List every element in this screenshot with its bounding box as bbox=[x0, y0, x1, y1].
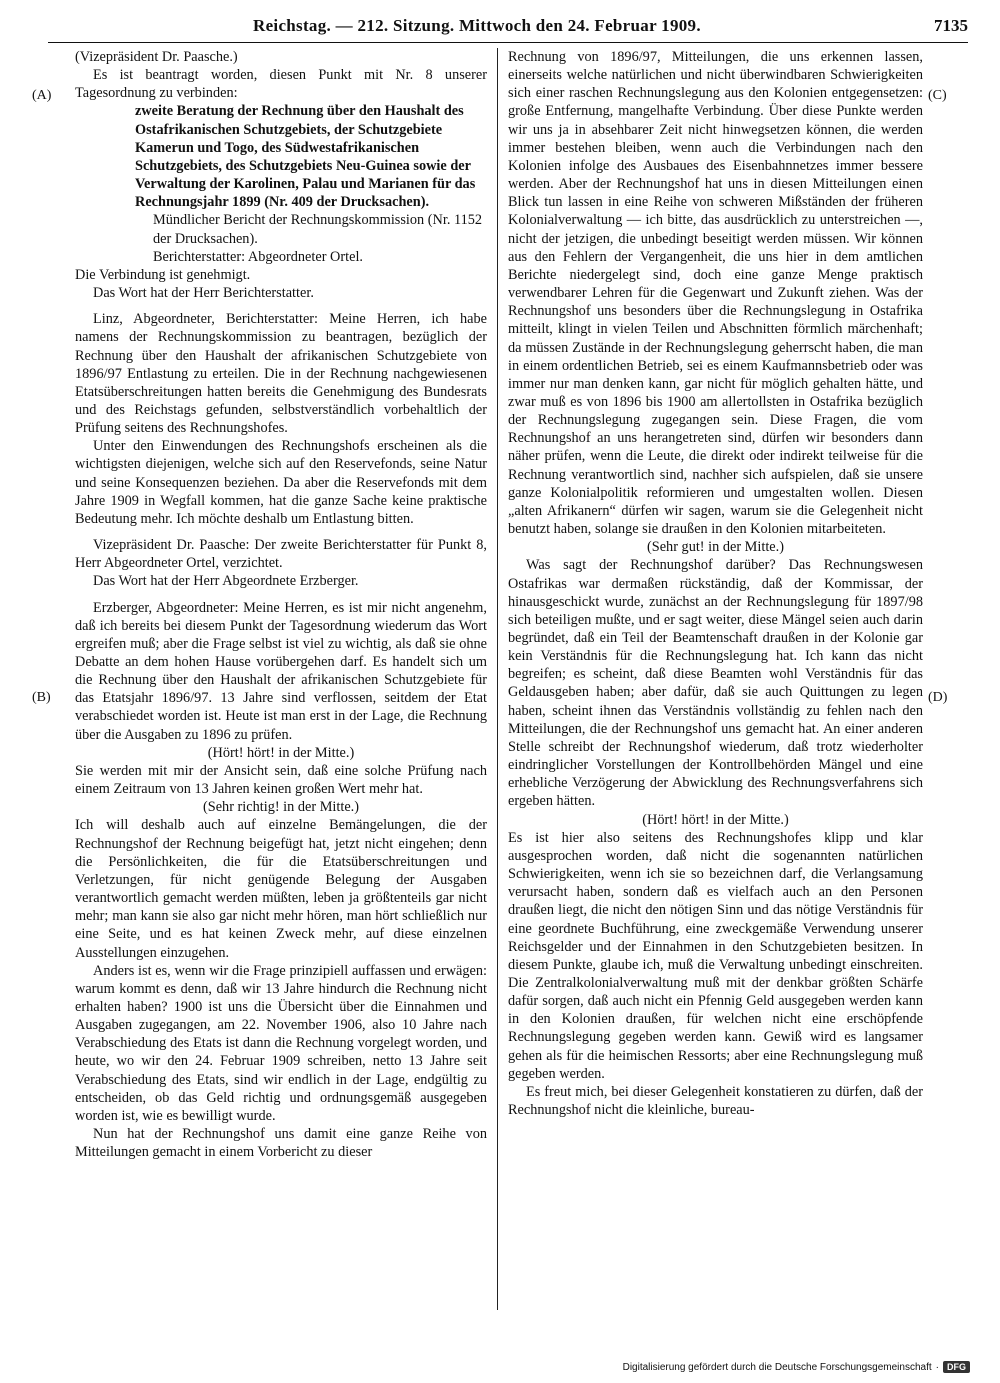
left-text-column bbox=[75, 48, 487, 1161]
left-paragraph: Sie werden mit mir der Ansicht sein, daß eine solche Prüfung nach einem Zeitraum von 13 Jahren keinen großen Wert mehr hat. bbox=[75, 762, 487, 798]
margin-marker-b: (B) bbox=[32, 690, 51, 705]
left-paragraph: Berichterstatter: Abgeordneter Ortel. bbox=[153, 248, 363, 265]
right-paragraph: Rechnung von 1896/97, Mitteilungen, die uns erkennen lassen, einerseits welche natürlichen und nicht überwindbaren Schwierigkeiten sich einer raschen Rechnungslegung aus den Kolonien entgegensetzen: große Entfernung, mangelhafte Verbindung. Über diese Punkte werden wir uns ja in absehbarer Zeit nicht hinwegsetzen können, die werden immer bestehen bleiben, wenn auch die Verbindungen nach den Kolonien infolge des Ausbaues des Eisenbahnnetzes immer bessere werden. Aber der Rechnungshof hat uns in diesen Mitteilungen einen Blick tun lassen in eine Reihe von schweren Mißständen der früheren Kolonialverwaltung — ich bitte, das ausdrücklich zu unterstreichen —, nicht der jetzigen, die unbedingt beseitigt werden müssen. Wir können aus den Fehlern der Vergangenheit, die uns hier in dem amtlichen Berichte niedergelegt sind, doch eine ganze Menge praktisch verwendbarer Lehren für die Gegenwart und Zukunft ziehen. Was der Rechnungshof uns besonders über die Rechnungslegung in Ostafrika mitteilt, klingt in vielen Teilen und Abschnitten förmlich märchenhaft; da müssen Zustände in der Rechnungslegung geherrscht haben, die man in einem ordentlichen Betrieb, sei es einem Kaufmannsbetrieb oder was immer nur man denken kann, gar nicht für möglich gehalten hätte, und zwar muß es von 1896 bis 1900 am allertollsten in Ostafrika bezüglich der Rechnungslegung zugegangen sein. Diese Fragen, die vom Rechnungshof an uns herangetreten sind, dürfen wir besonders dann näher prüfen, wenn die Leute, die direkt oder indirekt teilweise für die Rechnung verantwortlich sind, nachher sich aufspielen, daß sie unsere ganze Kolonialpolitik reformieren und umgestalten wollen. Diesen „alten Afrikanern“ dürfen wir sagen, warum sie die Gelegenheit nicht benutzt haben, solange sie draußen in den Kolonien mitarbeiteten. bbox=[508, 49, 923, 538]
left-paragraph: (Vizepräsident Dr. Paasche.) bbox=[75, 49, 238, 65]
left-paragraph: Erzberger, Abgeordneter: Meine Herren, es ist mir nicht angenehm, daß ich bereits bei diesem Punkt der Tagesordnung wiederum das Wort ergreifen muß; aber die Frage selbst ist viel zu wichtig, als daß sie ohne Debatte an dem hohen Hause vorübergehen darf. Es handelt sich um die Rechnung über den Haushalt der afrikanischen Schutzgebiete für das Etatsjahr 1896/97. 13 Jahre sind verflossen, seitdem der Etat verabschiedet worden ist. Heute ist man erst in der Lage, die Rechnung über die Ausgaben zu 1896 zu prüfen. bbox=[75, 599, 487, 743]
left-paragraph: Die Verbindung ist genehmigt. bbox=[75, 266, 251, 283]
left-paragraph: Anders ist es, wenn wir die Frage prinzipiell auffassen und erwägen: warum kommt es denn, daß wir 13 Jahre hindurch die Rechnung nicht erhalten haben? 1900 ist uns die Übersicht über die Einnahmen und Ausgaben zugegangen, am 22. November 1906, also 10 Jahre nach Verabschiedung des Etats ist dann die Rechnung vorgelegt worden, und heute, wo wir den 24. Februar 1909 schreiben, netto 13 Jahre seit Verabschiedung des Etats, sind wir endlich in der Lage, endgültig zu entscheiden, ob das Geld richtig und ordnungsgemäß ausgegeben worden ist, wie es bewilligt wurde. bbox=[75, 962, 487, 1124]
left-paragraph: (Sehr richtig! in der Mitte.) bbox=[202, 799, 360, 816]
left-paragraph: Das Wort hat der Herr Berichterstatter. bbox=[93, 285, 314, 302]
right-paragraph: Es ist hier also seitens des Rechnungshofes klipp und klar ausgesprochen worden, daß nicht die sogenannten natürlichen Schwierigkeiten, wenn ich sie so bezeichnen darf, die Verlangsamung verursacht haben, sondern daß es vielfach auch an den Personen draußen liegt, die nicht den nötigen Sinn und das nötige Verständnis für eine geordnete Buchführung, eine zweckgemäße Verwendung unserer Reichsgelder und der Einnahmen in den Schutzgebieten besitzen. In diesem Punkte, glaube ich, muß die Verwaltung unbedingt einschreiten. Die Zentralkolonialverwaltung muß mit der denkbar größten Schärfe dafür sorgen, daß auch nicht ein Pfennig Geld ausgegeben werden kann in den Kolonien draußen, für welchen nicht eine erschöpfende Rechnungslegung gegeben werden kann. Gewiß wird es langsamer gehen als für die heimischen Ressorts; aber eine Rechnungslegung muß gegeben werden. bbox=[508, 829, 923, 1082]
left-paragraph: Nun hat der Rechnungshof uns damit eine ganze Reihe von Mitteilungen gemacht in einem Vorbericht zu dieser bbox=[75, 1126, 487, 1161]
left-paragraph: Linz, Abgeordneter, Berichterstatter: Meine Herren, ich habe namens der Rechnungskommission zu beantragen, bezüglich der Rechnung über den Haushalt der afrikanischen Schutzgebiete von 1896/97 Entlastung zu erteilen. Die in der Rechnung nachgewiesenen Etatsüberschreitungen hatten bereits die Genehmigung des Bundesrats und des Reichstags gefunden, selbstverständlich vorbehaltlich der Prüfung seitens des Rechnungshofes. bbox=[75, 311, 487, 437]
left-paragraph: Unter den Einwendungen des Rechnungshofs erscheinen als die wichtigsten diejenigen, welche sich auf den Reservefonds, seine Natur und seine Konsequenzen beziehen. Da aber die Reservefonds mit dem Jahre 1909 in Wegfall kommen, hat die ganze Sache keine praktische Bedeutung mehr. Ich möchte deshalb um Entlastung bitten. bbox=[75, 438, 487, 527]
left-paragraph: zweite Beratung der Rechnung über den Haushalt des Ostafrikanischen Schutzgebiets, der Schutzgebiete Kamerun und Togo, des Südwestafrikanischen Schutzgebiets, des Schutzgebiets Neu-Guinea sowie der Verwaltung der Karolinen, Palau und Marianen für das Rechnungsjahr 1899 (Nr. 409 der Drucksachen). bbox=[135, 103, 476, 211]
right-text-column bbox=[508, 48, 923, 1119]
margin-marker-a: (A) bbox=[32, 88, 52, 103]
left-paragraph: Vizepräsident Dr. Paasche: Der zweite Berichterstatter für Punkt 8, Herr Abgeordneter Ortel, verzichtet. bbox=[75, 537, 487, 572]
right-paragraph: Was sagt der Rechnungshof darüber? Das Rechnungswesen Ostafrikas war dermaßen rückständig, daß der Kommissar, der hinausgeschickt wurde, zunächst an der Rechnungslegung für 1897/98 sich beteiligen mußte, und er sagt weiter, diese Mängel seien auch darin begründet, daß ein Teil der Beamtenschaft draußen in der Kolonie gar kein Verständnis für die Rechnungslegung hat. Ich kann das nicht begreifen; es scheint, daß diese Beamten wohl Verständnis für das Geldausgeben haben; aber dafür, daß sie auch Quittungen zu legen haben, scheint ihnen das Verständnis vollständig zu fehlen nach den Mitteilungen, die der Rechnungshof uns gemacht hat. An einer anderen Stelle schreibt der Rechnungshof wiederum, daß trotz wiederholter eindringlicher Vorstellungen der Kontrollbehörden Mängel und eine erhebliche Verzögerung der Abwicklung des Rechnungsverfahrens sich ergeben hätten. bbox=[508, 557, 923, 810]
page-footer: Digitalisierung gefördert durch die Deutsche Forschungsgemeinschaft · DFG bbox=[623, 1361, 970, 1373]
page-number: 7135 bbox=[934, 16, 968, 35]
left-paragraph: (Hört! hört! in der Mitte.) bbox=[207, 744, 355, 761]
left-paragraph: Das Wort hat der Herr Abgeordnete Erzberger. bbox=[93, 573, 359, 590]
dfg-logo: DFG bbox=[943, 1361, 970, 1373]
funding-note: Digitalisierung gefördert durch die Deutsche Forschungsgemeinschaft bbox=[622, 1361, 932, 1373]
left-paragraph: Es ist beantragt worden, diesen Punkt mit Nr. 8 unserer Tagesordnung zu verbinden: bbox=[75, 67, 487, 102]
left-paragraph: Mündlicher Bericht der Rechnungskommission (Nr. 1152 der Drucksachen). bbox=[153, 212, 483, 247]
right-paragraph: Es freut mich, bei dieser Gelegenheit konstatieren zu dürfen, daß der Rechnungshof nicht die kleinliche, bureau- bbox=[508, 1083, 923, 1119]
left-paragraph: Ich will deshalb auch auf einzelne Bemängelungen, die der Rechnungshof der Rechnung beigefügt hat, jetzt nicht eingehen; denn die Persönlichkeiten, die für die Etatsüberschreitungen und Verletzungen, für nicht genügende Belegung der Ausgaben verantwortlich gemacht werden müßten, leben ja größtenteils gar nicht mehr; man kann sie also gar nicht mehr hören, man hört schließlich nur eine Seite, und es hat keinen Zweck mehr, auf diese einzelnen Ausstellungen einzugehen. bbox=[75, 817, 487, 961]
margin-marker-c: (C) bbox=[928, 88, 947, 103]
margin-marker-d: (D) bbox=[928, 690, 948, 705]
running-title: Reichstag. — 212. Sitzung. Mittwoch den 24. Februar 1909. bbox=[253, 16, 701, 35]
page-header bbox=[48, 14, 968, 43]
column-divider bbox=[497, 48, 498, 1310]
right-paragraph: (Hört! hört! in der Mitte.) bbox=[642, 811, 789, 828]
right-paragraph: (Sehr gut! in der Mitte.) bbox=[647, 539, 784, 556]
